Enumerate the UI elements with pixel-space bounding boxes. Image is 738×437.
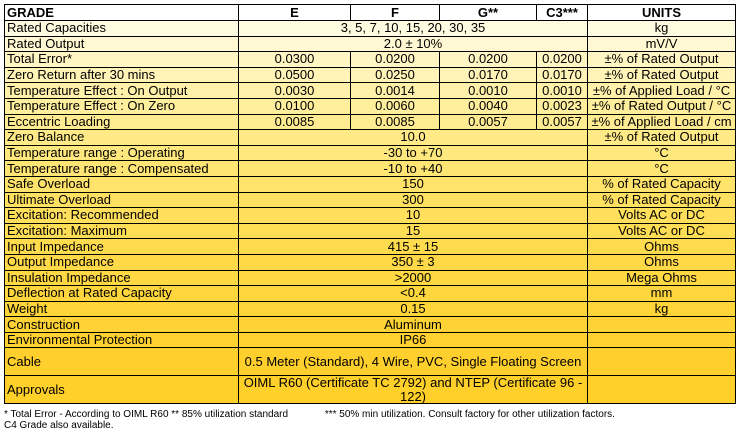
row-label: Weight xyxy=(5,301,239,317)
value-all-grades: Aluminum xyxy=(239,317,588,333)
row-label: Eccentric Loading xyxy=(5,114,239,130)
value-all-grades: IP66 xyxy=(239,332,588,348)
table-row xyxy=(5,239,736,255)
row-label: Temperature range : Operating xyxy=(5,145,239,161)
value-grade-f: 0.0250 xyxy=(351,67,440,83)
value-all-grades: 300 xyxy=(239,192,588,208)
value-grade-e: 0.0300 xyxy=(239,52,351,68)
row-units: % of Rated Capacity xyxy=(588,176,736,192)
value-all-grades: 2.0 ± 10% xyxy=(239,36,588,52)
table-row xyxy=(5,270,736,286)
value-all-grades: -30 to +70 xyxy=(239,145,588,161)
row-units: ±% of Rated Output / °C xyxy=(588,98,736,114)
header-grade-f: F xyxy=(351,5,440,21)
table-row xyxy=(5,208,736,224)
row-label: Insulation Impedance xyxy=(5,270,239,286)
row-units xyxy=(588,317,736,333)
value-all-grades: OIML R60 (Certificate TC 2792) and NTEP (Certificate 96 - 122) xyxy=(239,376,588,404)
value-grade-g: 0.0057 xyxy=(440,114,537,130)
value-all-grades: 15 xyxy=(239,223,588,239)
row-label: Rated Capacities xyxy=(5,21,239,37)
value-grade-e: 0.0500 xyxy=(239,67,351,83)
value-grade-e: 0.0030 xyxy=(239,83,351,99)
header-grade-c3: C3*** xyxy=(537,5,588,21)
table-row xyxy=(5,376,736,404)
footnote-utilization: *** 50% min utilization. Consult factory for other utilization factors. xyxy=(324,409,615,420)
row-label: Output Impedance xyxy=(5,254,239,270)
header-grade: GRADE xyxy=(5,5,239,21)
table-row xyxy=(5,145,736,161)
value-grade-g: 0.0040 xyxy=(440,98,537,114)
table-row xyxy=(5,223,736,239)
row-units: Mega Ohms xyxy=(588,270,736,286)
row-units: °C xyxy=(588,145,736,161)
value-grade-c3: 0.0170 xyxy=(537,67,588,83)
value-all-grades: 0.5 Meter (Standard), 4 Wire, PVC, Single Floating Screen xyxy=(239,348,588,376)
footnotes xyxy=(4,409,734,431)
row-units: °C xyxy=(588,161,736,177)
value-all-grades: 10.0 xyxy=(239,130,588,146)
value-grade-e: 0.0100 xyxy=(239,98,351,114)
row-label: Safe Overload xyxy=(5,176,239,192)
row-units: Volts AC or DC xyxy=(588,223,736,239)
value-all-grades: 3, 5, 7, 10, 15, 20, 30, 35 xyxy=(239,21,588,37)
table-row xyxy=(5,98,736,114)
row-units: mm xyxy=(588,286,736,302)
value-grade-e: 0.0085 xyxy=(239,114,351,130)
row-label: Zero Return after 30 mins xyxy=(5,67,239,83)
row-label: Deflection at Rated Capacity xyxy=(5,286,239,302)
row-label: Total Error* xyxy=(5,52,239,68)
header-grade-g: G** xyxy=(440,5,537,21)
table-row xyxy=(5,114,736,130)
value-all-grades: 350 ± 3 xyxy=(239,254,588,270)
row-units: ±% of Applied Load / °C xyxy=(588,83,736,99)
value-all-grades: 0.15 xyxy=(239,301,588,317)
row-label: Excitation: Recommended xyxy=(5,208,239,224)
row-units: mV/V xyxy=(588,36,736,52)
table-row xyxy=(5,36,736,52)
row-label: Temperature Effect : On Output xyxy=(5,83,239,99)
value-grade-f: 0.0014 xyxy=(351,83,440,99)
row-label: Approvals xyxy=(5,376,239,404)
table-row xyxy=(5,317,736,333)
value-all-grades: >2000 xyxy=(239,270,588,286)
header-grade-e: E xyxy=(239,5,351,21)
row-units: kg xyxy=(588,301,736,317)
row-units: Volts AC or DC xyxy=(588,208,736,224)
table-header-row xyxy=(5,5,736,21)
row-label: Excitation: Maximum xyxy=(5,223,239,239)
row-units: ±% of Rated Output xyxy=(588,52,736,68)
row-label: Temperature range : Compensated xyxy=(5,161,239,177)
row-units: Ohms xyxy=(588,254,736,270)
value-grade-c3: 0.0057 xyxy=(537,114,588,130)
table-row xyxy=(5,254,736,270)
table-row xyxy=(5,176,736,192)
table-row xyxy=(5,52,736,68)
row-label: Zero Balance xyxy=(5,130,239,146)
row-label: Temperature Effect : On Zero xyxy=(5,98,239,114)
row-units: % of Rated Capacity xyxy=(588,192,736,208)
value-grade-c3: 0.0023 xyxy=(537,98,588,114)
value-grade-c3: 0.0010 xyxy=(537,83,588,99)
footnote-c4-grade: C4 Grade also available. xyxy=(4,420,114,431)
table-row xyxy=(5,348,736,376)
row-units: ±% of Rated Output xyxy=(588,130,736,146)
table-row xyxy=(5,83,736,99)
table-row xyxy=(5,301,736,317)
footnote-total-error: * Total Error - According to OIML R60 ** 85% utilization standard xyxy=(4,409,289,420)
value-all-grades: 150 xyxy=(239,176,588,192)
table-body xyxy=(5,21,736,404)
row-label: Rated Output xyxy=(5,36,239,52)
table-row xyxy=(5,332,736,348)
table-row xyxy=(5,130,736,146)
row-label: Environmental Protection xyxy=(5,332,239,348)
row-units xyxy=(588,376,736,404)
table-row xyxy=(5,286,736,302)
value-all-grades: -10 to +40 xyxy=(239,161,588,177)
row-units xyxy=(588,332,736,348)
table-row xyxy=(5,161,736,177)
row-label: Construction xyxy=(5,317,239,333)
row-label: Cable xyxy=(5,348,239,376)
row-units: ±% of Rated Output xyxy=(588,67,736,83)
row-label: Input Impedance xyxy=(5,239,239,255)
value-grade-f: 0.0200 xyxy=(351,52,440,68)
value-grade-g: 0.0200 xyxy=(440,52,537,68)
value-grade-c3: 0.0200 xyxy=(537,52,588,68)
table-row xyxy=(5,21,736,37)
row-units: kg xyxy=(588,21,736,37)
specifications-table xyxy=(4,4,736,404)
value-all-grades: <0.4 xyxy=(239,286,588,302)
table-row xyxy=(5,67,736,83)
value-all-grades: 415 ± 15 xyxy=(239,239,588,255)
value-grade-f: 0.0085 xyxy=(351,114,440,130)
value-grade-g: 0.0170 xyxy=(440,67,537,83)
header-units: UNITS xyxy=(588,5,736,21)
row-units: ±% of Applied Load / cm xyxy=(588,114,736,130)
table-row xyxy=(5,192,736,208)
value-grade-f: 0.0060 xyxy=(351,98,440,114)
value-all-grades: 10 xyxy=(239,208,588,224)
row-label: Ultimate Overload xyxy=(5,192,239,208)
row-units xyxy=(588,348,736,376)
value-grade-g: 0.0010 xyxy=(440,83,537,99)
row-units: Ohms xyxy=(588,239,736,255)
